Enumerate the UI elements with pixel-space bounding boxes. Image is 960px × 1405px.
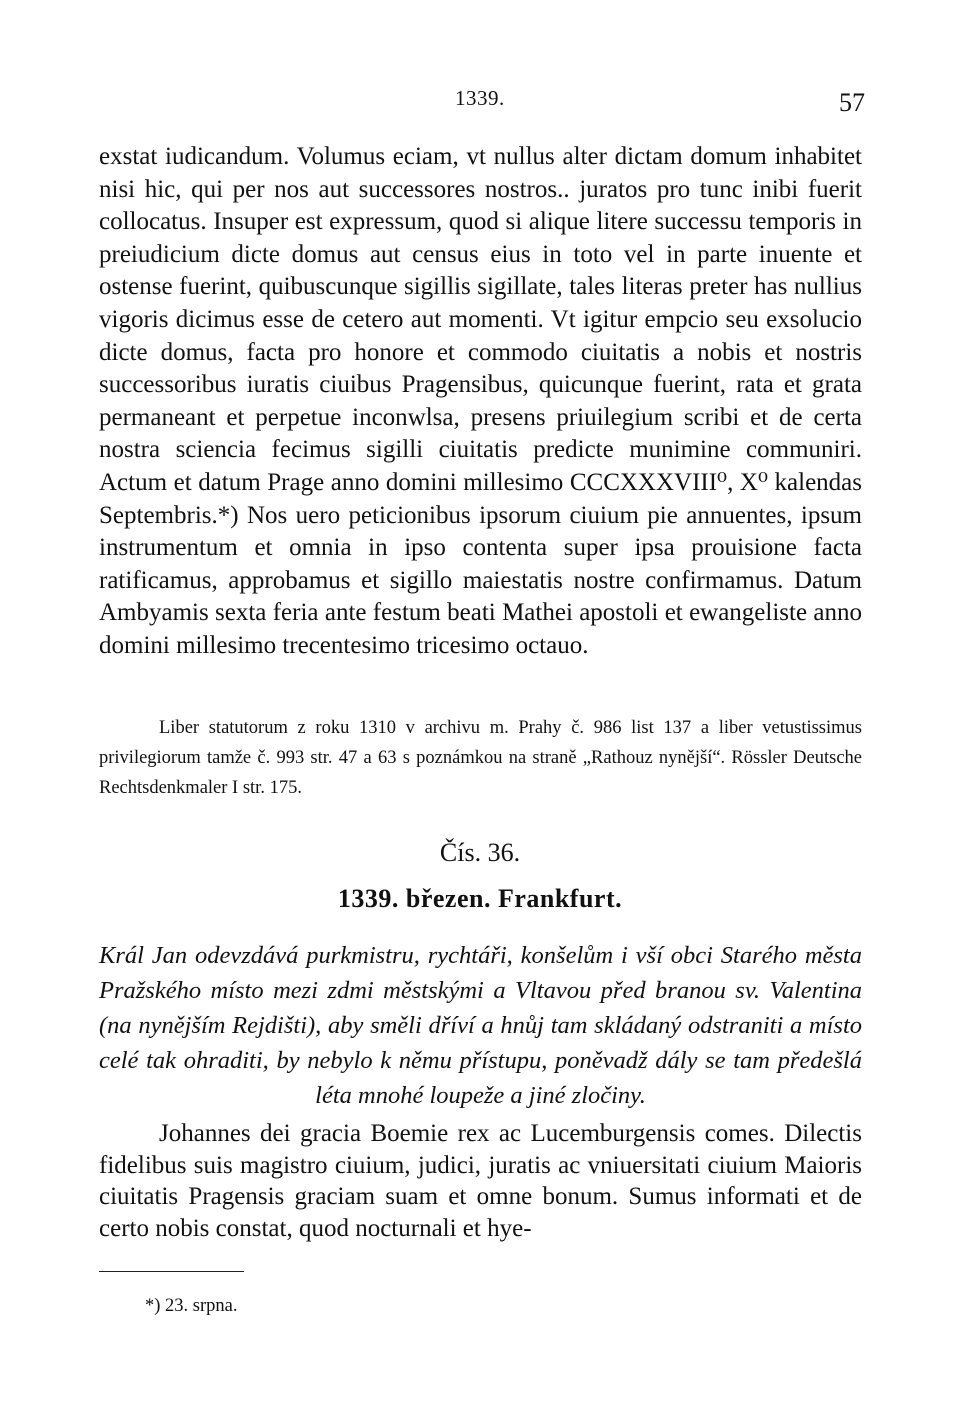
page-number: 57 xyxy=(839,88,865,117)
running-head xyxy=(0,86,960,116)
continued-charter-text xyxy=(99,141,862,663)
running-head-year: 1339. xyxy=(455,86,505,110)
source-note xyxy=(99,713,862,803)
charter-text xyxy=(99,1118,862,1244)
regest-summary xyxy=(99,938,862,1113)
charter-paragraph: Johannes dei gracia Boemie rex ac Lucemburgensis comes. Dilectis fidelibus suis magistro ciuium, judici, juratis ac vniuersitati ciuium Maioris ciuitatis Pragensis graciam suam et omne bonum. Sumus informati et de certo nobis constat, quod nocturnali et hye- xyxy=(99,1120,862,1242)
body-paragraph: exstat iudicandum. Volumus eciam, vt nullus alter dictam domum inhabitet nisi hic, qui per nos aut successores nostros.. juratos pro tunc inibi fuerit collocatus. Insuper est expressum, quod si alique litere successu temporis in preiudicium dicte domus aut census eius in toto vel in parte inuente et ostense fuerint, quibuscunque sigillis sigillate, tales literas preter has nullius vigoris dicimus esse de cetero aut momenti. Vt igitur empcio seu exsolucio dicte domus, facta pro honore et commodo ciuitatis a nobis et nostris successoribus iuratis ciuibus Pragensibus, quicunque fuerint, rata et grata permaneant et perpetue inconwlsa, presens priuilegium scribi et de certa nostra sciencia fecimus sigilli ciuitatis predicte munimine communiri. Actum et datum Prage anno domini millesimo CCCXXXVIII⁰, X⁰ kalendas Septembris.*) Nos uero peticionibus ipsorum ciuium pie annuentes, ipsum instrumentum et omnia in ipso contenta super ipsa prouisione facta ratificamus, approbamus et sigillo maiestatis nostre confirmamus. Datum Ambyamis sexta feria ante festum beati Mathei apostoli et ewangeliste anno domini millesimo trecentesimo tricesimo octauo. xyxy=(99,143,862,659)
document-heading: 1339. březen. Frankfurt. xyxy=(337,884,623,913)
footnote-divider xyxy=(99,1271,244,1272)
source-note-text: Liber statutorum z roku 1310 v archivu m. Prahy č. 986 list 137 a liber vetustissimus privilegiorum tamže č. 993 str. 47 a 63 s poznámkou na straně „Rathouz nynější“. Rössler Deutsche Rechtsdenkmaler I str. 175. xyxy=(99,718,862,798)
document-number: Čís. 36. xyxy=(439,838,521,867)
footnote: *) 23. srpna. xyxy=(145,1296,238,1316)
regest-text: Král Jan odevzdává purkmistru, rychtáři, konšelům i vší obci Starého města Pražského místo mezi zdmi městskými a Vltavou před branou sv. Valentina (na nynějším Rejdišti), aby směli dříví a hnůj tam skládaný odstraniti a místo celé tak ohraditi, by nebylo k němu přístupu, poněvadž dály se tam předešlá léta mnohé loupeže a jiné zločiny. xyxy=(99,942,862,1109)
